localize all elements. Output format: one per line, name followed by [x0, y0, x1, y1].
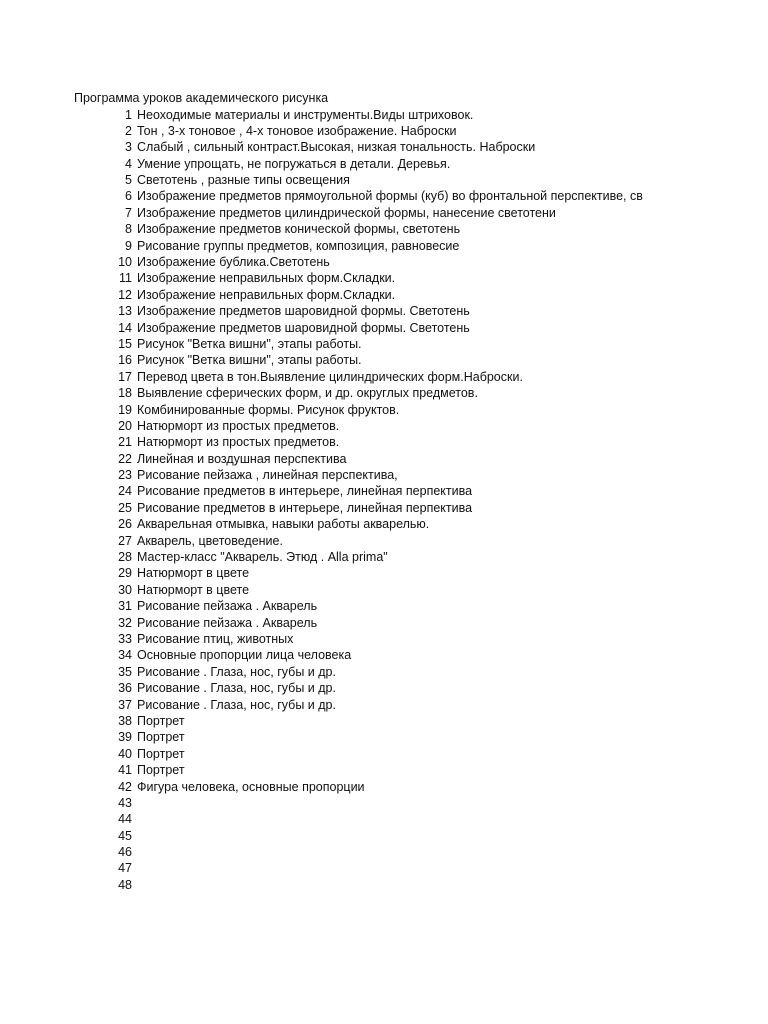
- lesson-topic: Рисунок "Ветка вишни", этапы работы.: [137, 353, 362, 368]
- lesson-topic: Светотень , разные типы освещения: [137, 173, 350, 188]
- lesson-row: [0, 336, 768, 352]
- lesson-row: [0, 582, 768, 598]
- lesson-row: [0, 402, 768, 418]
- lesson-topic: Рисование предметов в интерьере, линейная перпектива: [137, 500, 473, 515]
- lesson-number: 14: [118, 320, 132, 335]
- lesson-number: 6: [125, 189, 132, 204]
- lesson-number: 23: [118, 468, 132, 483]
- lesson-number: 42: [118, 779, 132, 794]
- lesson-number: 27: [118, 533, 132, 548]
- lesson-row: [0, 254, 768, 270]
- lesson-number: 47: [118, 861, 132, 876]
- document-title: Программа уроков академического рисунка: [74, 91, 329, 105]
- lesson-list: [0, 107, 768, 894]
- lesson-row: [0, 877, 768, 893]
- lesson-number: 15: [118, 336, 132, 351]
- lesson-number: 33: [118, 632, 132, 646]
- lesson-row: [0, 238, 768, 254]
- lesson-row: [0, 598, 768, 614]
- lesson-number: 22: [118, 451, 132, 466]
- lesson-number: 25: [118, 500, 132, 515]
- lesson-number: 21: [118, 435, 132, 450]
- lesson-topic: Акварельная отмывка, навыки работы акварелью.: [137, 517, 430, 532]
- lesson-number: 39: [118, 730, 132, 745]
- lesson-topic: Неоходимые материалы и инструменты.Виды штриховок.: [137, 107, 474, 122]
- lesson-number: 36: [118, 681, 132, 696]
- lesson-row: [0, 844, 768, 860]
- lesson-number: 17: [118, 369, 132, 384]
- lesson-row: [0, 615, 768, 631]
- lesson-topic: Портрет: [137, 746, 185, 761]
- lesson-row: [0, 483, 768, 499]
- lesson-row: [0, 172, 768, 188]
- lesson-row: [0, 303, 768, 319]
- lesson-row: [0, 107, 768, 123]
- lesson-row: [0, 369, 768, 385]
- lesson-topic: Изображение предметов цилиндрической формы, нанесение светотени: [137, 205, 556, 220]
- lesson-row: [0, 697, 768, 713]
- lesson-topic: Слабый , сильный контраст.Высокая, низкая тональность. Наброски: [137, 140, 536, 155]
- lesson-topic: Рисунок "Ветка вишни", этапы работы.: [137, 336, 362, 351]
- lesson-number: 10: [118, 255, 132, 270]
- lesson-number: 12: [118, 287, 132, 302]
- lesson-number: 4: [125, 156, 132, 171]
- lesson-topic: Изображение предметов прямоугольной формы (куб) во фронтальной перспективе, св: [137, 189, 643, 204]
- lesson-topic: Рисование пейзажа . Акварель: [137, 599, 318, 614]
- lesson-number: 19: [118, 402, 132, 417]
- lesson-row: [0, 533, 768, 549]
- lesson-topic: Рисование предметов в интерьере, линейная перпектива: [137, 484, 473, 499]
- lesson-number: 32: [118, 615, 132, 630]
- lesson-topic: Рисование . Глаза, нос, губы и др.: [137, 697, 336, 712]
- lesson-row: [0, 451, 768, 467]
- lesson-row: [0, 434, 768, 450]
- lesson-row: [0, 680, 768, 696]
- lesson-row: [0, 647, 768, 663]
- lesson-row: [0, 779, 768, 795]
- lesson-row: [0, 713, 768, 729]
- lesson-number: 45: [118, 828, 132, 843]
- lesson-topic: Портрет: [137, 763, 185, 778]
- lesson-topic: Изображение неправильных форм.Складки.: [137, 287, 396, 302]
- lesson-row: [0, 205, 768, 221]
- lesson-row: [0, 156, 768, 172]
- lesson-row: [0, 516, 768, 532]
- lesson-number: 37: [118, 697, 132, 712]
- lesson-topic: Фигура человека, основные пропорции: [137, 779, 365, 794]
- lesson-topic: Изображение бублика.Светотень: [137, 255, 330, 270]
- lesson-number: 11: [119, 271, 132, 286]
- lesson-number: 24: [118, 484, 132, 499]
- lesson-topic: Рисование пейзажа . Акварель: [137, 615, 318, 630]
- lesson-row: [0, 188, 768, 204]
- lesson-row: [0, 664, 768, 680]
- lesson-row: [0, 467, 768, 483]
- lesson-topic: Натюрморт из простых предметов.: [137, 418, 340, 433]
- lesson-row: [0, 762, 768, 778]
- lesson-number: 34: [118, 648, 132, 663]
- lesson-row: [0, 828, 768, 844]
- lesson-row: [0, 320, 768, 336]
- lesson-number: 40: [118, 746, 132, 761]
- lesson-row: [0, 139, 768, 155]
- lesson-topic: Мастер-класс "Акварель. Этюд . Alla prima": [137, 550, 388, 565]
- lesson-number: 20: [118, 418, 132, 433]
- lesson-number: 44: [118, 812, 132, 827]
- lesson-number: 8: [125, 222, 132, 237]
- lesson-row: [0, 795, 768, 811]
- lesson-row: [0, 729, 768, 745]
- lesson-topic: Портрет: [137, 730, 185, 745]
- lesson-topic: Изображение предметов шаровидной формы. Светотень: [137, 304, 470, 319]
- lesson-row: [0, 287, 768, 303]
- lesson-number: 38: [118, 713, 132, 728]
- lesson-topic: Тон , 3-х тоновое , 4-х тоновое изображение. Наброски: [137, 123, 457, 138]
- lesson-number: 18: [118, 386, 132, 401]
- lesson-topic: Натюрморт в цвете: [137, 566, 250, 581]
- lesson-row: [0, 385, 768, 401]
- lesson-topic: Изображение неправильных форм.Складки.: [137, 271, 396, 286]
- lesson-number: 43: [118, 795, 132, 810]
- lesson-number: 28: [118, 550, 132, 565]
- lesson-number: 48: [118, 877, 132, 892]
- lesson-number: 13: [118, 304, 132, 319]
- lesson-number: 31: [118, 599, 132, 614]
- lesson-topic: Натюрморт из простых предметов.: [137, 435, 340, 450]
- lesson-topic: Рисование . Глаза, нос, губы и др.: [137, 664, 336, 679]
- lesson-topic: Перевод цвета в тон.Выявление цилиндрических форм.Наброски.: [137, 369, 523, 384]
- lesson-topic: Умение упрощать, не погружаться в детали. Деревья.: [137, 156, 451, 171]
- lesson-row: [0, 221, 768, 237]
- lesson-row: [0, 500, 768, 516]
- lesson-number: 9: [125, 238, 132, 253]
- lesson-row: [0, 549, 768, 565]
- lesson-topic: Изображение предметов конической формы, светотень: [137, 222, 461, 237]
- lesson-number: 30: [118, 582, 132, 597]
- lesson-row: [0, 418, 768, 434]
- lesson-row: [0, 631, 768, 647]
- lesson-row: [0, 565, 768, 581]
- lesson-number: 16: [118, 353, 132, 368]
- lesson-row: [0, 352, 768, 368]
- lesson-topic: Рисование пейзажа , линейная перспектива,: [137, 468, 398, 483]
- lesson-row: [0, 811, 768, 827]
- lesson-row: [0, 270, 768, 286]
- lesson-topic: Рисование птиц, животных: [137, 632, 294, 646]
- lesson-topic: Портрет: [137, 713, 185, 728]
- lesson-number: 41: [118, 763, 132, 778]
- lesson-topic: Комбинированные формы. Рисунок фруктов.: [137, 402, 400, 417]
- lesson-topic: Натюрморт в цвете: [137, 582, 250, 597]
- lesson-row: [0, 746, 768, 762]
- lesson-row: [0, 860, 768, 876]
- lesson-number: 2: [125, 123, 132, 138]
- lesson-number: 46: [118, 845, 132, 860]
- lesson-topic: Выявление сферических форм, и др. округлых предметов.: [137, 386, 478, 401]
- lesson-topic: Рисование . Глаза, нос, губы и др.: [137, 681, 336, 696]
- lesson-topic: Акварель, цветоведение.: [137, 533, 283, 548]
- lesson-number: 3: [125, 140, 132, 155]
- lesson-topic: Линейная и воздушная перспектива: [137, 451, 347, 466]
- lesson-number: 26: [118, 517, 132, 532]
- lesson-number: 35: [118, 664, 132, 679]
- lesson-number: 7: [125, 205, 132, 220]
- lesson-number: 1: [125, 107, 132, 122]
- lesson-number: 29: [118, 566, 132, 581]
- lesson-number: 5: [125, 173, 132, 188]
- lesson-topic: Изображение предметов шаровидной формы. Светотень: [137, 320, 470, 335]
- lesson-topic: Рисование группы предметов, композиция, равновесие: [137, 238, 460, 253]
- lesson-row: [0, 123, 768, 139]
- lesson-topic: Основные пропорции лица человека: [137, 648, 352, 663]
